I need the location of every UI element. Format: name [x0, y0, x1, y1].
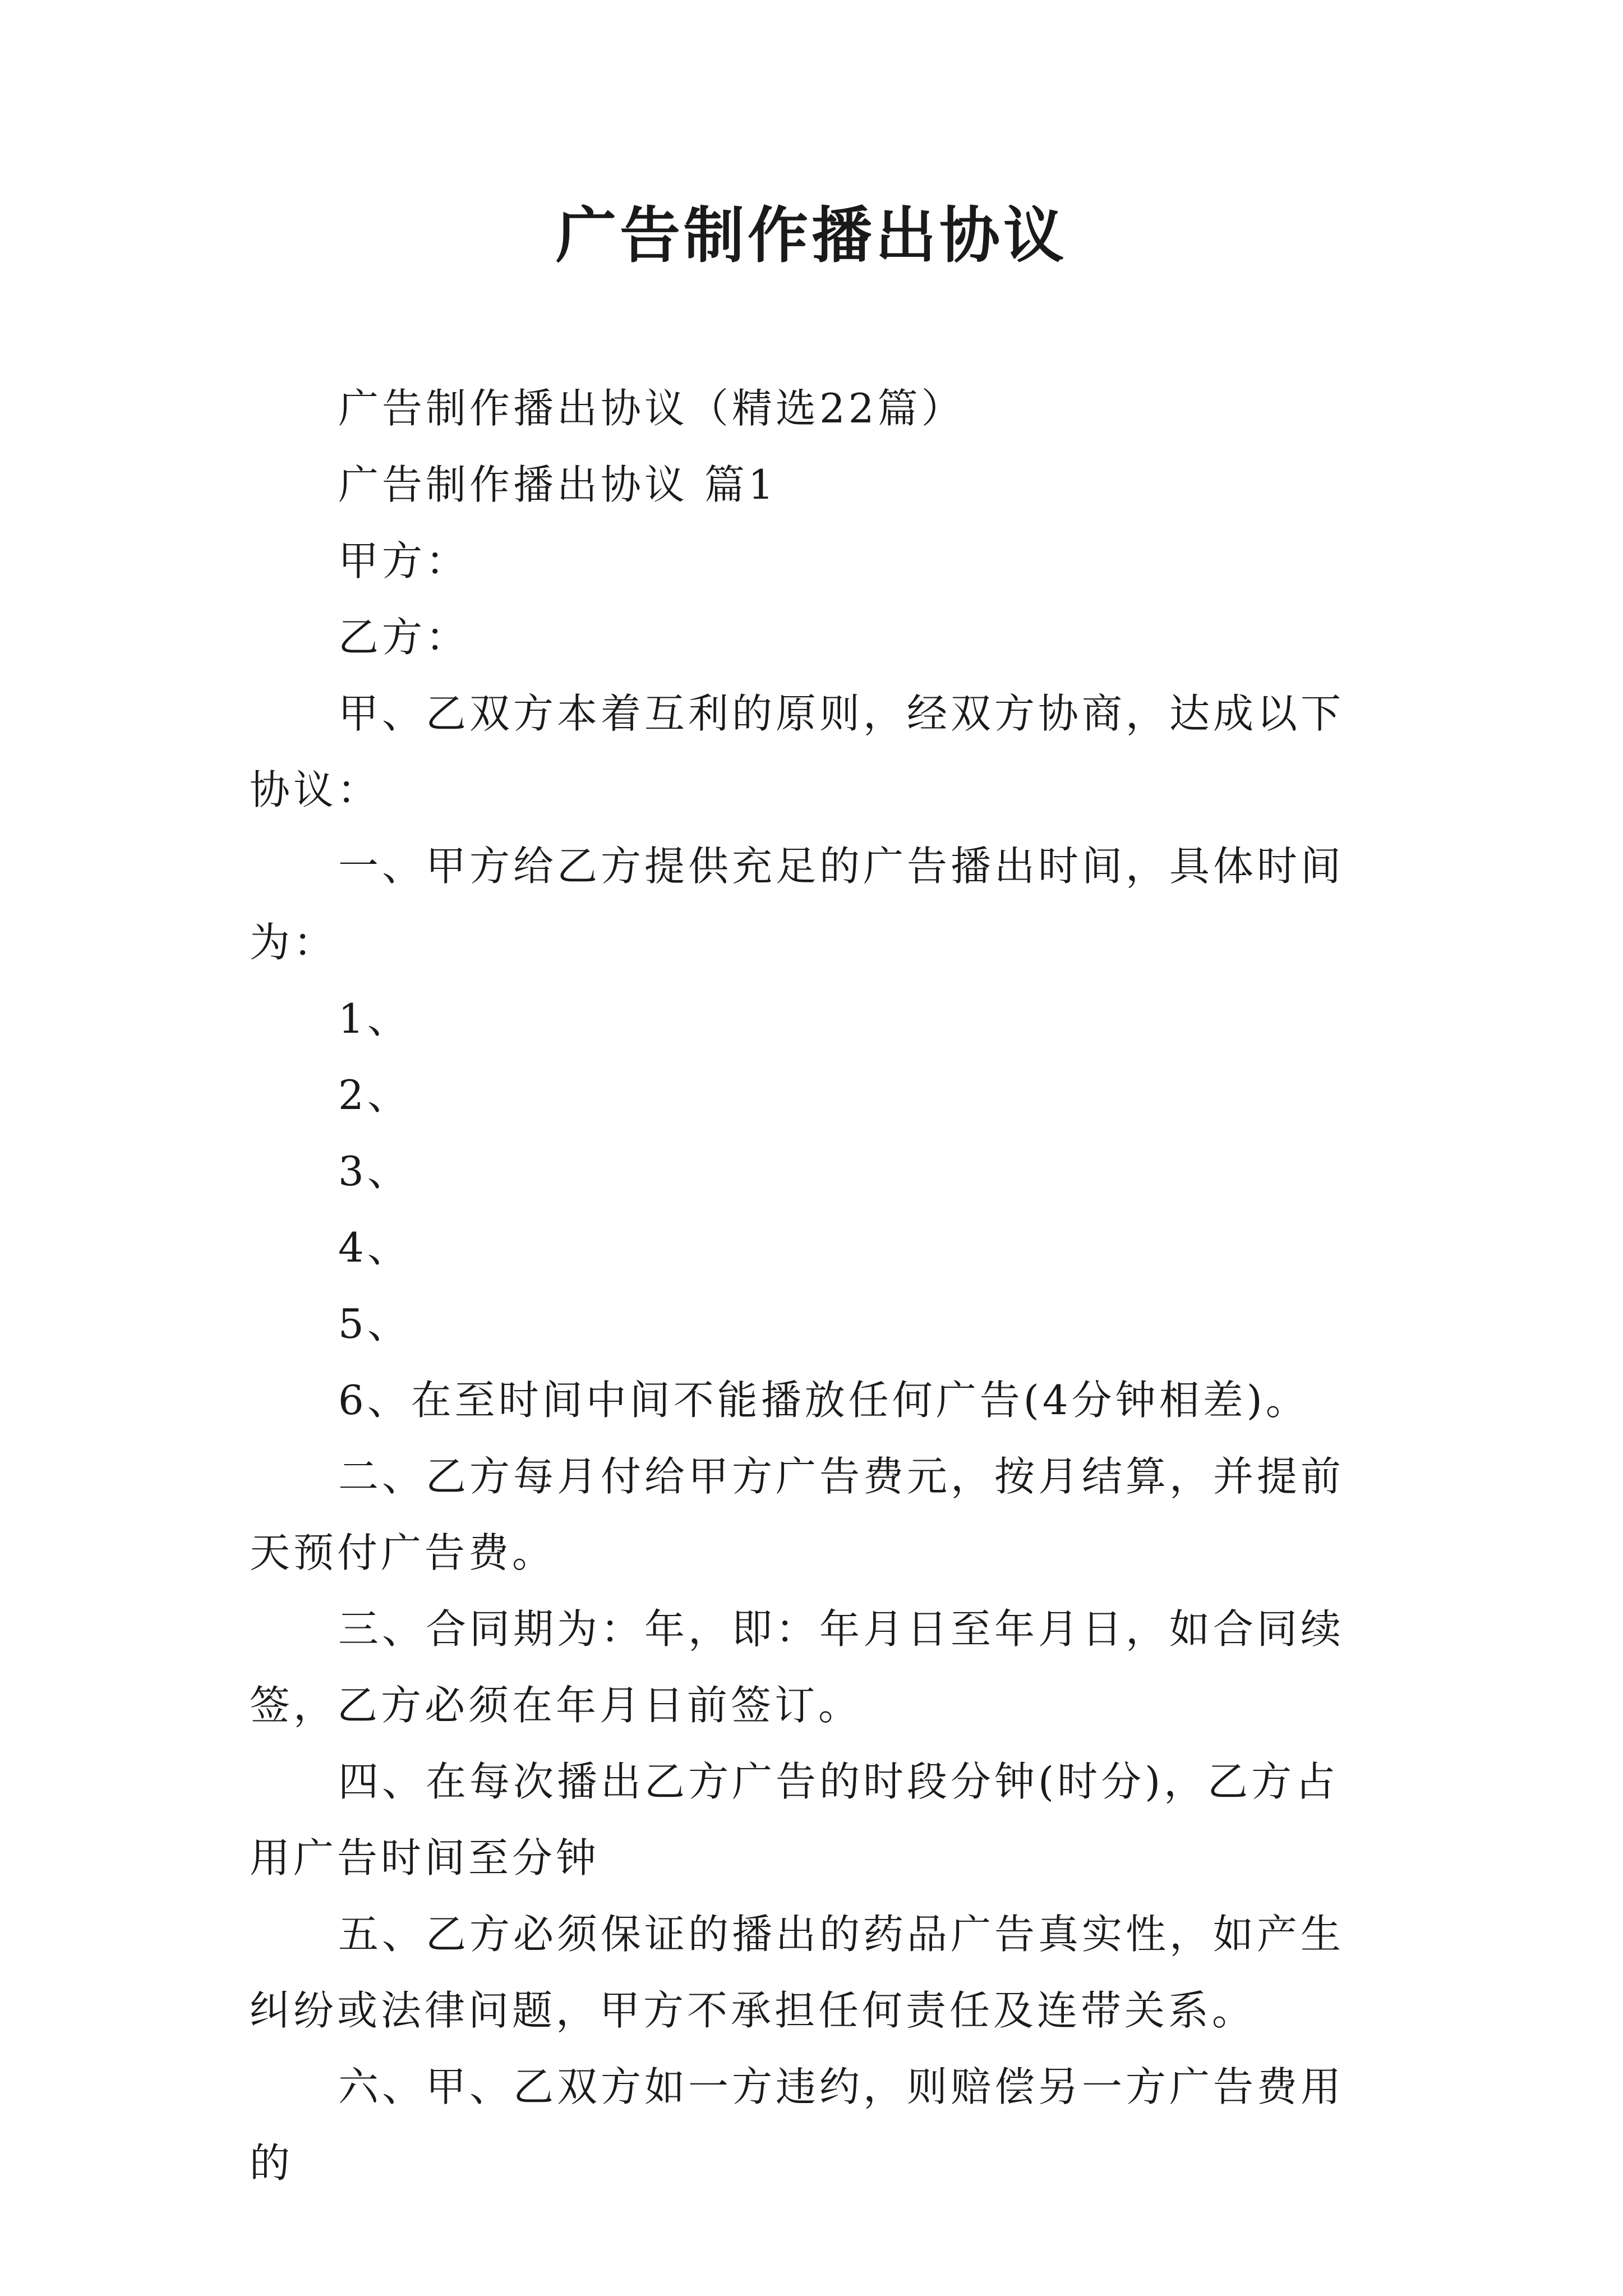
- paragraph-item-3: 3、: [338, 1148, 411, 1195]
- paragraph-item-6: 6、在至时间中间不能播放任何广告(4分钟相差)。: [338, 1377, 1310, 1424]
- paragraph-clause-6: 六、甲、乙双方如一方违约，则赔偿另一方广告费用的: [250, 2063, 1345, 2187]
- paragraph-item-1: 1、: [338, 995, 411, 1042]
- paragraph-clause-5: 五、乙方必须保证的播出的药品广告真实性，如产生纠纷或法律问题，甲方不承担任何责任及连带关系。: [250, 1911, 1345, 2034]
- paragraph-clause-4: 四、在每次播出乙方广告的时段分钟(时分)，乙方占用广告时间至分钟: [250, 1758, 1339, 1881]
- paragraph-party-b: 乙方：: [338, 614, 470, 661]
- paragraph-clause-2: 二、乙方每月付给甲方广告费元，按月结算，并提前天预付广告费。: [250, 1453, 1345, 1576]
- paragraph-item-5: 5、: [338, 1300, 411, 1347]
- paragraph-party-a: 甲方：: [338, 537, 470, 585]
- document-body: [250, 370, 1382, 2201]
- paragraph-item-4: 4、: [338, 1224, 411, 1271]
- paragraph-preamble: 甲、乙双方本着互利的原则，经双方协商，达成以下协议：: [250, 690, 1345, 813]
- paragraph-clause-1: 一、甲方给乙方提供充足的广告播出时间，具体时间为：: [250, 843, 1345, 966]
- document-title: 广告制作播出协议: [555, 200, 1067, 271]
- paragraph-clause-3: 三、合同期为：年，即：年月日至年月日，如合同续签，乙方必须在年月日前签订。: [250, 1605, 1345, 1729]
- paragraph-subtitle: 广告制作播出协议（精选22篇）: [338, 385, 965, 432]
- paragraph-item-2: 2、: [338, 1071, 411, 1119]
- paragraph-section-heading: 广告制作播出协议 篇1: [338, 461, 777, 508]
